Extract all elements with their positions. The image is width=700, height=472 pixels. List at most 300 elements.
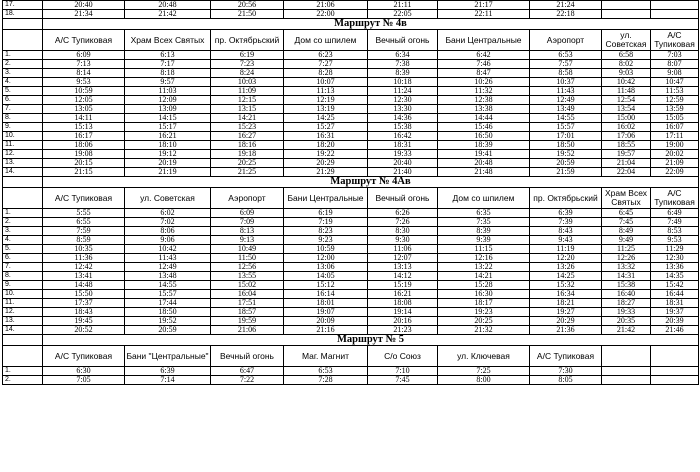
time-cell: 12:42 — [43, 263, 125, 272]
time-cell: 18:57 — [211, 308, 284, 317]
blank-cell — [3, 335, 43, 346]
time-cell: 15:17 — [125, 123, 211, 132]
time-cell: 21:46 — [651, 326, 699, 335]
time-cell: 10:47 — [651, 78, 699, 87]
time-cell: 12:19 — [284, 96, 368, 105]
time-cell: 6:09 — [43, 51, 125, 60]
stop-name: А/С Тупиковая — [651, 188, 699, 209]
table-row — [3, 308, 699, 317]
time-cell: 19:00 — [651, 141, 699, 150]
time-cell: 20:02 — [651, 150, 699, 159]
time-cell: 12:00 — [284, 254, 368, 263]
time-cell: 13:19 — [284, 105, 368, 114]
time-cell: 18:31 — [651, 299, 699, 308]
time-cell: 12:15 — [211, 96, 284, 105]
stops-header-row — [3, 346, 699, 367]
time-cell: 16:40 — [602, 290, 651, 299]
time-cell: 13:38 — [438, 105, 530, 114]
time-cell: 6:34 — [368, 51, 438, 60]
time-cell: 6:26 — [368, 209, 438, 218]
time-cell: 15:50 — [43, 290, 125, 299]
table-row — [3, 132, 699, 141]
time-cell: 17:01 — [530, 132, 602, 141]
time-cell: 12:05 — [43, 96, 125, 105]
row-number: 3. — [3, 69, 43, 78]
time-cell: 19:23 — [438, 308, 530, 317]
time-cell: 8:05 — [530, 376, 602, 385]
row-number: 10. — [3, 290, 43, 299]
time-cell: 7:27 — [284, 60, 368, 69]
time-cell: 15:28 — [438, 281, 530, 290]
table-row — [3, 114, 699, 123]
blank-cell — [3, 19, 43, 30]
row-number: 8. — [3, 114, 43, 123]
time-cell: 9:53 — [43, 78, 125, 87]
time-cell: 16:04 — [211, 290, 284, 299]
time-cell: 11:50 — [211, 254, 284, 263]
time-cell: 12:09 — [125, 96, 211, 105]
table-row — [3, 227, 699, 236]
time-cell: 7:23 — [211, 60, 284, 69]
time-cell: 18:16 — [211, 141, 284, 150]
time-cell: 21:34 — [43, 10, 125, 19]
table-row — [3, 105, 699, 114]
time-cell: 18:21 — [530, 299, 602, 308]
time-cell: 13:36 — [651, 263, 699, 272]
time-cell: 8:39 — [438, 227, 530, 236]
table-row — [3, 367, 699, 376]
time-cell: 20:09 — [284, 317, 368, 326]
time-cell: 10:26 — [438, 78, 530, 87]
time-cell: 8:13 — [211, 227, 284, 236]
time-cell: 15:32 — [530, 281, 602, 290]
time-cell: 15:02 — [211, 281, 284, 290]
time-cell: 21:06 — [284, 1, 368, 10]
time-cell: 7:02 — [125, 218, 211, 227]
time-cell: 7:39 — [530, 218, 602, 227]
time-cell: 11:48 — [602, 87, 651, 96]
stop-name: Вечный огонь — [368, 30, 438, 51]
stop-name: ул. Советская — [602, 30, 651, 51]
time-cell: 18:27 — [602, 299, 651, 308]
time-cell: 20:48 — [125, 1, 211, 10]
stops-header-row — [3, 30, 699, 51]
time-cell: 10:07 — [284, 78, 368, 87]
time-cell: 11:09 — [211, 87, 284, 96]
time-cell: 20:19 — [125, 159, 211, 168]
route-title: Маршрут № 4Ав — [43, 177, 699, 188]
time-cell: 15:38 — [368, 123, 438, 132]
time-cell: 13:55 — [211, 272, 284, 281]
time-cell: 18:08 — [368, 299, 438, 308]
time-cell: 8:30 — [368, 227, 438, 236]
time-cell: 14:25 — [284, 114, 368, 123]
time-cell: 7:49 — [651, 218, 699, 227]
time-cell: 13:13 — [368, 263, 438, 272]
table-row — [3, 87, 699, 96]
time-cell: 12:30 — [368, 96, 438, 105]
table-row — [3, 141, 699, 150]
time-cell: 19:52 — [125, 317, 211, 326]
time-cell: 21:06 — [211, 326, 284, 335]
time-cell: 6:55 — [43, 218, 125, 227]
time-cell: 18:20 — [284, 141, 368, 150]
time-cell: 17:51 — [211, 299, 284, 308]
time-cell: 6:30 — [43, 367, 125, 376]
time-cell: 17:44 — [125, 299, 211, 308]
time-cell: 8:24 — [211, 69, 284, 78]
table-row — [3, 1, 699, 10]
table-row — [3, 123, 699, 132]
row-number: 1. — [3, 51, 43, 60]
row-number: 14. — [3, 326, 43, 335]
time-cell: 18:06 — [43, 141, 125, 150]
time-cell: 15:00 — [602, 114, 651, 123]
time-cell: 9:39 — [438, 236, 530, 245]
time-cell: 16:31 — [284, 132, 368, 141]
time-cell: 7:28 — [284, 376, 368, 385]
time-cell: 14:25 — [530, 272, 602, 281]
time-cell: 14:21 — [438, 272, 530, 281]
table-row — [3, 299, 699, 308]
time-cell: 19:52 — [530, 150, 602, 159]
time-cell: 9:30 — [368, 236, 438, 245]
time-cell: 16:17 — [43, 132, 125, 141]
time-cell: 13:06 — [284, 263, 368, 272]
time-cell: 10:59 — [43, 87, 125, 96]
table-row — [3, 254, 699, 263]
table-row — [3, 317, 699, 326]
time-cell: 13:26 — [530, 263, 602, 272]
time-cell: 7:14 — [125, 376, 211, 385]
time-cell: 21:42 — [602, 326, 651, 335]
time-cell: 12:54 — [602, 96, 651, 105]
time-cell: 20:40 — [43, 1, 125, 10]
row-number: 11. — [3, 141, 43, 150]
blank-cell — [3, 30, 43, 51]
time-cell: 13:05 — [43, 105, 125, 114]
time-cell: 12:56 — [211, 263, 284, 272]
row-number: 5. — [3, 87, 43, 96]
time-cell: 20:56 — [211, 1, 284, 10]
time-cell: 13:30 — [368, 105, 438, 114]
time-cell: 20:15 — [43, 159, 125, 168]
row-number: 18. — [3, 10, 43, 19]
stop-name: А/С Тупиковая — [43, 346, 125, 367]
time-cell: 20:29 — [284, 159, 368, 168]
row-number: 9. — [3, 281, 43, 290]
time-cell: 18:50 — [125, 308, 211, 317]
time-cell: 8:06 — [125, 227, 211, 236]
row-number: 12. — [3, 150, 43, 159]
stop-name: Бани "Центральные" — [125, 346, 211, 367]
table-row — [3, 236, 699, 245]
time-cell: 21:42 — [125, 10, 211, 19]
row-number: 14. — [3, 168, 43, 177]
time-cell: 15:42 — [651, 281, 699, 290]
stop-name: ул. Ключевая — [438, 346, 530, 367]
time-cell: 21:19 — [125, 168, 211, 177]
time-cell: 8:58 — [530, 69, 602, 78]
time-cell: 15:57 — [125, 290, 211, 299]
time-cell: 19:59 — [211, 317, 284, 326]
time-cell: 10:42 — [125, 245, 211, 254]
time-cell: 11:06 — [368, 245, 438, 254]
row-number: 4. — [3, 236, 43, 245]
time-cell: 6:02 — [125, 209, 211, 218]
time-cell: 15:12 — [284, 281, 368, 290]
time-cell: 8:43 — [530, 227, 602, 236]
table-row — [3, 326, 699, 335]
time-cell: 9:53 — [651, 236, 699, 245]
time-cell: 9:57 — [125, 78, 211, 87]
time-cell: 20:59 — [530, 159, 602, 168]
time-cell: 18:31 — [368, 141, 438, 150]
time-cell: 6:49 — [651, 209, 699, 218]
stop-name: Вечный огонь — [211, 346, 284, 367]
stop-name: Аэропорт — [211, 188, 284, 209]
time-cell: 11:43 — [530, 87, 602, 96]
time-cell: 19:07 — [284, 308, 368, 317]
time-cell: 15:38 — [602, 281, 651, 290]
time-cell: 15:23 — [211, 123, 284, 132]
time-cell: 12:26 — [602, 254, 651, 263]
time-cell: 12:30 — [651, 254, 699, 263]
time-cell: 21:09 — [651, 159, 699, 168]
time-cell: 7:30 — [530, 367, 602, 376]
time-cell: 8:23 — [284, 227, 368, 236]
row-number: 1. — [3, 209, 43, 218]
time-cell: 21:32 — [438, 326, 530, 335]
time-cell: 6:35 — [438, 209, 530, 218]
time-cell: 10:49 — [211, 245, 284, 254]
time-cell: 22:04 — [602, 168, 651, 177]
time-cell: 18:39 — [438, 141, 530, 150]
time-cell: 11:15 — [438, 245, 530, 254]
time-cell: 20:40 — [368, 159, 438, 168]
time-cell: 22:09 — [651, 168, 699, 177]
row-number: 9. — [3, 123, 43, 132]
time-cell: 18:50 — [530, 141, 602, 150]
time-cell — [651, 1, 699, 10]
stop-name: пр. Октябрьский — [530, 188, 602, 209]
stop-name: Храм Всех Святых — [602, 188, 651, 209]
time-cell: 7:22 — [211, 376, 284, 385]
time-cell: 9:06 — [125, 236, 211, 245]
row-number: 17. — [3, 1, 43, 10]
time-cell: 11:19 — [530, 245, 602, 254]
time-cell: 22:11 — [438, 10, 530, 19]
time-cell: 7:05 — [43, 376, 125, 385]
time-cell: 17:11 — [651, 132, 699, 141]
time-cell: 15:05 — [651, 114, 699, 123]
route-title: Маршрут № 5 — [43, 335, 699, 346]
time-cell: 8:39 — [368, 69, 438, 78]
time-cell: 21:29 — [284, 168, 368, 177]
time-cell: 18:17 — [438, 299, 530, 308]
stop-name: Вечный огонь — [368, 188, 438, 209]
time-cell: 8:59 — [43, 236, 125, 245]
time-cell: 20:39 — [651, 317, 699, 326]
time-cell — [602, 376, 651, 385]
table-row — [3, 290, 699, 299]
time-cell: 12:38 — [438, 96, 530, 105]
time-cell: 8:49 — [602, 227, 651, 236]
time-cell: 13:49 — [530, 105, 602, 114]
stop-name — [651, 346, 699, 367]
time-cell: 14:31 — [602, 272, 651, 281]
table-row — [3, 78, 699, 87]
stop-name: С/о Союз — [368, 346, 438, 367]
route-title-row — [3, 177, 699, 188]
time-cell: 6:45 — [602, 209, 651, 218]
time-cell: 11:53 — [651, 87, 699, 96]
table-row — [3, 168, 699, 177]
time-cell: 21:50 — [211, 10, 284, 19]
time-cell: 10:59 — [284, 245, 368, 254]
time-cell: 7:57 — [530, 60, 602, 69]
route-title-row — [3, 19, 699, 30]
time-cell: 19:18 — [211, 150, 284, 159]
time-cell: 19:14 — [368, 308, 438, 317]
time-cell: 10:03 — [211, 78, 284, 87]
row-number: 2. — [3, 60, 43, 69]
time-cell: 14:11 — [43, 114, 125, 123]
time-cell: 16:30 — [438, 290, 530, 299]
stop-name: ул. Советская — [125, 188, 211, 209]
time-cell: 8:28 — [284, 69, 368, 78]
time-cell: 18:10 — [125, 141, 211, 150]
time-cell: 19:33 — [368, 150, 438, 159]
time-cell: 8:07 — [651, 60, 699, 69]
time-cell: 21:36 — [530, 326, 602, 335]
time-cell: 6:19 — [211, 51, 284, 60]
row-number: 11. — [3, 299, 43, 308]
stop-name: А/С Тупиковая — [43, 30, 125, 51]
time-cell — [651, 367, 699, 376]
time-cell: 19:33 — [602, 308, 651, 317]
time-cell: 10:42 — [602, 78, 651, 87]
time-cell: 8:47 — [438, 69, 530, 78]
row-number: 4. — [3, 78, 43, 87]
time-cell: 6:19 — [284, 209, 368, 218]
table-row — [3, 209, 699, 218]
time-cell: 17:06 — [602, 132, 651, 141]
row-number: 6. — [3, 96, 43, 105]
table-row — [3, 218, 699, 227]
time-cell: 11:43 — [125, 254, 211, 263]
time-cell — [602, 367, 651, 376]
time-cell: 19:27 — [530, 308, 602, 317]
table-row — [3, 69, 699, 78]
stop-name: Маг. Магнит — [284, 346, 368, 367]
table-row — [3, 272, 699, 281]
blank-cell — [3, 177, 43, 188]
time-cell: 10:35 — [43, 245, 125, 254]
time-cell: 9:43 — [530, 236, 602, 245]
time-cell: 7:45 — [602, 218, 651, 227]
time-cell: 15:46 — [438, 123, 530, 132]
time-cell: 13:48 — [125, 272, 211, 281]
time-cell: 7:13 — [43, 60, 125, 69]
time-cell: 11:36 — [43, 254, 125, 263]
stops-header-row — [3, 188, 699, 209]
table-row — [3, 245, 699, 254]
table-row — [3, 281, 699, 290]
time-cell: 15:57 — [530, 123, 602, 132]
time-cell: 11:32 — [438, 87, 530, 96]
time-cell: 12:49 — [530, 96, 602, 105]
time-cell: 8:14 — [43, 69, 125, 78]
time-cell: 6:23 — [284, 51, 368, 60]
time-cell: 20:29 — [530, 317, 602, 326]
row-number: 10. — [3, 132, 43, 141]
time-cell: 17:37 — [43, 299, 125, 308]
stop-name — [602, 346, 651, 367]
time-cell: 9:03 — [602, 69, 651, 78]
time-cell: 18:55 — [602, 141, 651, 150]
time-cell: 19:08 — [43, 150, 125, 159]
row-number: 13. — [3, 317, 43, 326]
time-cell: 5:55 — [43, 209, 125, 218]
time-cell: 7:59 — [43, 227, 125, 236]
time-cell: 12:07 — [368, 254, 438, 263]
stop-name: Аэропорт — [530, 30, 602, 51]
time-cell: 16:34 — [530, 290, 602, 299]
time-cell: 21:23 — [368, 326, 438, 335]
time-cell: 14:15 — [125, 114, 211, 123]
time-cell: 8:02 — [602, 60, 651, 69]
row-number: 3. — [3, 227, 43, 236]
stop-name: Дом со шпилем — [284, 30, 368, 51]
time-cell: 7:25 — [438, 367, 530, 376]
time-cell: 7:03 — [651, 51, 699, 60]
time-cell: 21:15 — [43, 168, 125, 177]
time-cell: 6:13 — [125, 51, 211, 60]
time-cell: 20:25 — [211, 159, 284, 168]
time-cell: 7:35 — [438, 218, 530, 227]
row-number: 2. — [3, 218, 43, 227]
time-cell: 20:16 — [368, 317, 438, 326]
route-title: Маршрут № 4в — [43, 19, 699, 30]
time-cell: 20:48 — [438, 159, 530, 168]
time-cell: 14:21 — [211, 114, 284, 123]
time-cell: 14:36 — [368, 114, 438, 123]
route-title-row — [3, 335, 699, 346]
time-cell: 12:20 — [530, 254, 602, 263]
time-cell: 21:11 — [368, 1, 438, 10]
time-cell: 19:45 — [43, 317, 125, 326]
stop-name: А/С Тупиковая — [43, 188, 125, 209]
time-cell: 21:25 — [211, 168, 284, 177]
time-cell: 16:07 — [651, 123, 699, 132]
time-cell: 19:41 — [438, 150, 530, 159]
table-row — [3, 263, 699, 272]
time-cell: 12:16 — [438, 254, 530, 263]
bus-schedule-table — [2, 0, 699, 385]
table-row — [3, 60, 699, 69]
time-cell: 21:04 — [602, 159, 651, 168]
time-cell: 12:59 — [651, 96, 699, 105]
table-row — [3, 10, 699, 19]
time-cell: 6:53 — [284, 367, 368, 376]
time-cell: 6:58 — [602, 51, 651, 60]
table-row — [3, 51, 699, 60]
stop-name: Бани Центральные — [284, 188, 368, 209]
time-cell: 11:03 — [125, 87, 211, 96]
time-cell: 20:59 — [125, 326, 211, 335]
time-cell: 9:49 — [602, 236, 651, 245]
